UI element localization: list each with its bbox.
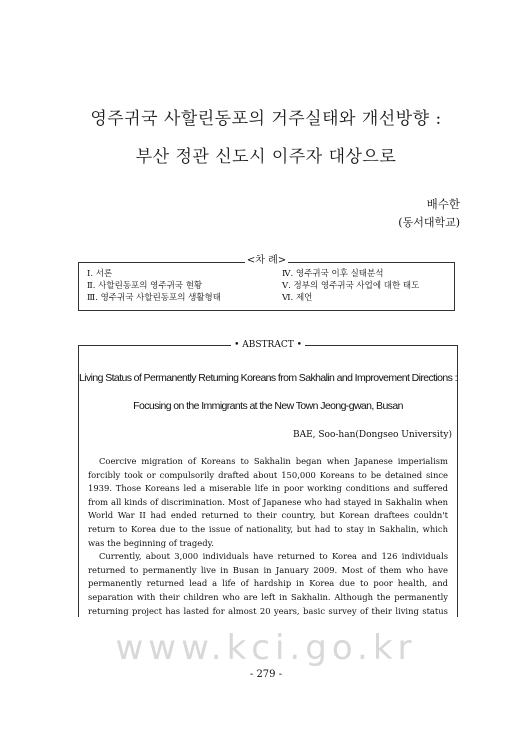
- toc-heading: <차 례>: [246, 255, 287, 266]
- watermark: www.kci.go.kr: [115, 628, 417, 668]
- abstract-title-line-2: Focusing on the Immigrants at the New Town Jeong-gwan, Busan: [133, 400, 403, 412]
- toc-item: Ⅰ. 서론: [87, 269, 113, 279]
- paper-title-line-2: 부산 정관 신도시 이주자 대상으로: [135, 147, 397, 167]
- abstract-paragraph: Coercive migration of Koreans to Sakhalin began when Japanese imperialism forcibly took or compulsorily drafted about 150,000 Koreans to be detained since 1939. Those Koreans led a miserable life in poor working conditions and suffered from all kinds of discrimination. Most of Japanese who had stayed in Sakhalin when World War II had ended returned to their country, but Korean draftees couldn't return to Korea due to the issue of nationality, but had to stay in Sakhalin, which was the beginning of tragedy.: [88, 456, 448, 548]
- author-affiliation: (동서대학교): [398, 216, 460, 229]
- toc-item: Ⅵ. 제언: [282, 293, 313, 303]
- abstract-title-line-1: Living Status of Permanently Returning Koreans from Sakhalin and Improvement Directions :: [79, 372, 457, 384]
- toc-item: Ⅲ. 영주귀국 사할린동포의 생활형태: [87, 293, 221, 303]
- abstract-paragraph: Currently, about 3,000 individuals have returned to Korea and 126 individuals returned to permanently live in Busan in January 2009. Most of them who have permanently returned lead a life of hardship in Korea due to poor health, and separation with their children who are left in Sakhalin. Although the permanently returning project has lasted for almost 20 years, basic survey of their living status: [88, 551, 448, 616]
- abstract-author: BAE, Soo-han(Dongseo University): [292, 430, 452, 440]
- abstract-body: [88, 455, 448, 618]
- toc-item: Ⅳ. 영주귀국 이후 실태분석: [282, 269, 384, 279]
- table-of-contents: [78, 255, 455, 311]
- toc-item: Ⅱ. 사할린동포의 영주귀국 현황: [87, 281, 203, 291]
- paper-title-line-1: 영주귀국 사할린동포의 거주실태와 개선방향 :: [90, 109, 442, 129]
- page-number: - 279 -: [249, 669, 283, 680]
- author-name: 배수한: [426, 197, 460, 211]
- toc-item: Ⅴ. 정부의 영주귀국 사업에 대한 태도: [282, 281, 420, 291]
- abstract-label: • ABSTRACT •: [79, 338, 457, 352]
